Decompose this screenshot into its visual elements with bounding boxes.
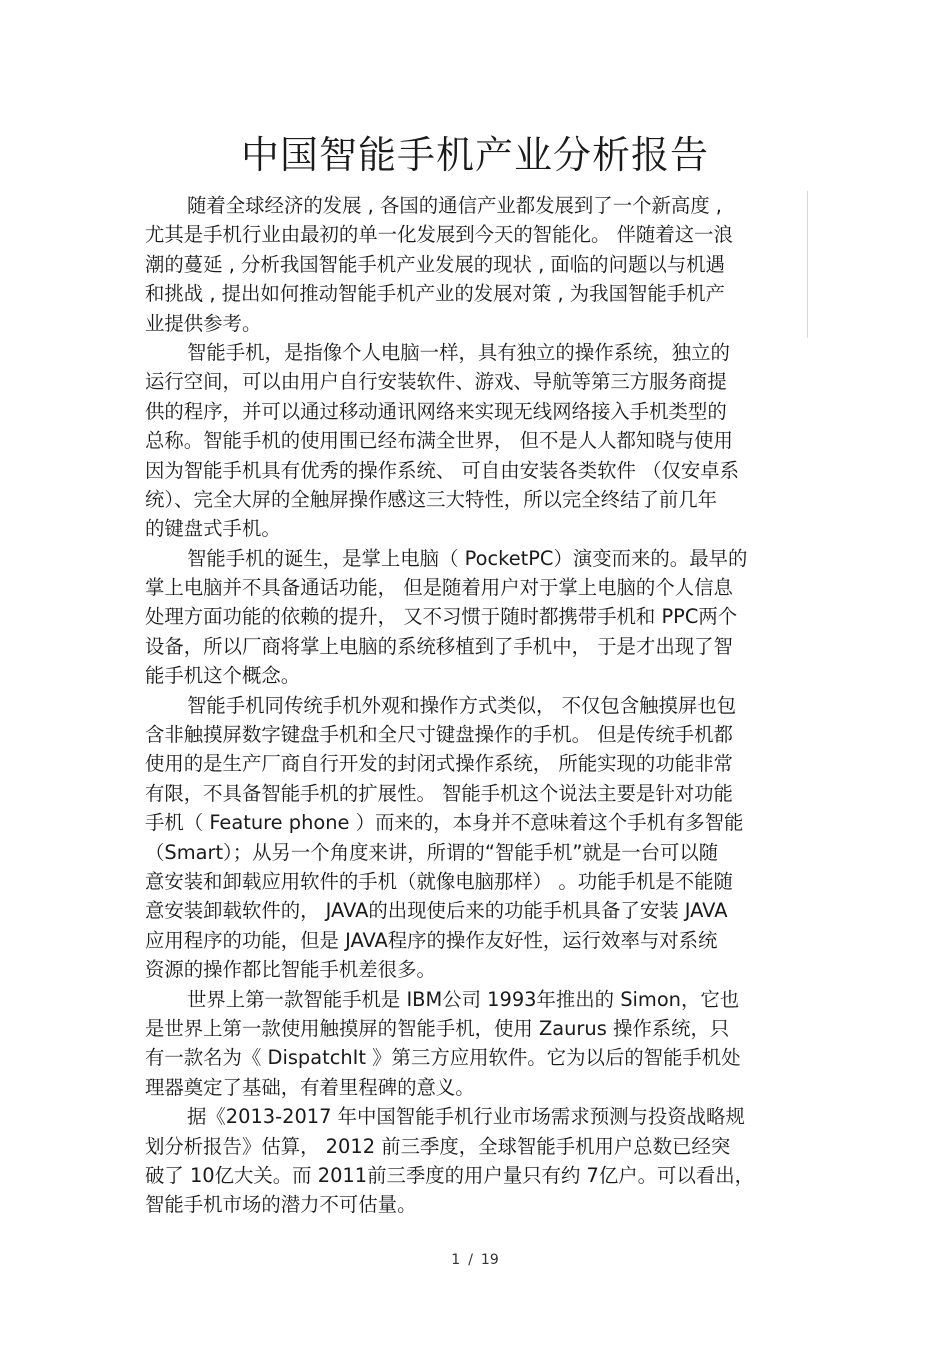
paragraph-line: 有限，不具备智能手机的扩展性。 智能手机这个说法主要是针对功能 [145, 781, 733, 805]
paragraph-comparison [145, 691, 811, 985]
paragraph-line: 使用的是生产厂商自行开发的封闭式操作系统， 所能实现的功能非常 [145, 752, 733, 776]
paragraph-line: 设备，所以厂商将掌上电脑的系统移植到了手机中， 于是才出现了智 [145, 634, 733, 658]
paragraph-line: 应用程序的功能，但是 JAVA程序的操作友好性，运行效率与对系统 [145, 928, 718, 952]
paragraph-line: 能手机这个概念。 [145, 664, 301, 688]
document-body [145, 191, 811, 1220]
paragraph-line: 划分析报告》估算， 2012 前三季度，全球智能手机用户总数已经突 [145, 1134, 731, 1158]
paragraph-history [145, 985, 811, 1103]
paragraph-line: 处理方面功能的依赖的提升， 又不习惯于随时都携带手机和 PPC两个 [145, 605, 738, 629]
page-separator: / [468, 1252, 473, 1268]
paragraph-line: 资源的操作都比智能手机差很多。 [145, 958, 436, 982]
paragraph-line: 总称。智能手机的使用围已经布满全世界， 但不是人人都知晓与使用 [145, 429, 733, 453]
paragraph-line: 供的程序，并可以通过移动通讯网络来实现无线网络接入手机类型的 [145, 399, 727, 423]
abstract-block [145, 191, 811, 338]
paragraph-line: 随着全球经济的发展 , 各国的通信产业都发展到了一个新高度 , [187, 194, 722, 217]
paragraph-line: 智能手机的诞生，是掌上电脑（ PocketPC）演变而来的。最早的 [187, 546, 748, 570]
paragraph-definition [145, 338, 811, 544]
paragraph-line: 据《2013-2017 年中国智能手机行业市场需求预测与投资战略规 [187, 1105, 745, 1129]
paragraph-line: 业提供参考。 [145, 311, 262, 335]
paragraph-line: 是世界上第一款使用触摸屏的智能手机，使用 Zaurus 操作系统，只 [145, 1016, 730, 1040]
paragraph-line: 运行空间，可以由用户自行安装软件、游戏、导航等第三方服务商提 [145, 370, 727, 394]
paragraph-line: 智能手机同传统手机外观和操作方式类似， 不仅包含触摸屏也包 [187, 693, 737, 717]
paragraph-line: 有一款名为《 DispatchIt 》第三方应用软件。它为以后的智能手机处 [145, 1046, 741, 1070]
paragraph-line: 意安装和卸载应用软件的手机（就像电脑那样） 。功能手机是不能随 [145, 869, 733, 893]
paragraph-line: 手机（ Feature phone ）而来的，本身并不意味着这个手机有多智能 [145, 811, 744, 835]
paragraph-line: 统）、完全大屏的全触屏操作感这三大特性，所以完全终结了前几年 [145, 487, 718, 511]
paragraph-line: 因为智能手机具有优秀的操作系统、 可自由安装各类软件 （仅安卓系 [145, 458, 740, 482]
paragraph-line: 掌上电脑并不具备通话功能， 但是随着用户对于掌上电脑的个人信息 [145, 576, 733, 600]
paragraph-line: 破了 10亿大关。而 2011前三季度的用户量只有约 7亿户。可以看出， [145, 1163, 755, 1187]
paragraph-line: 理器奠定了基础，有着里程碑的意义。 [145, 1075, 475, 1099]
page-number [0, 1250, 950, 1270]
paragraph-line: 和挑战 , 提出如何推动智能手机产业的发展对策 , 为我国智能手机产 [145, 282, 725, 306]
document-title: 中国智能手机产业分析报告 [240, 133, 709, 177]
paragraph-line: 潮的蔓延 , 分析我国智能手机产业发展的现状 , 面临的问题以与机遇 [145, 252, 725, 276]
paragraph-origin [145, 544, 811, 691]
paragraph-line: （Smart）；从另一个角度来讲，所谓的“智能手机”就是一台可以随 [145, 840, 719, 864]
paragraph-line: 智能手机市场的潜力不可估量。 [145, 1193, 417, 1217]
paragraph-line: 尤其是手机行业由最初的单一化发展到今天的智能化。 伴随着这一浪 [145, 223, 733, 247]
page-current: 1 [451, 1252, 461, 1268]
paragraph-line: 智能手机，是指像个人电脑一样，具有独立的操作系统，独立的 [187, 340, 730, 364]
paragraph-line: 的键盘式手机。 [145, 517, 281, 541]
paragraph-line: 世界上第一款智能手机是 IBM公司 1993年推出的 Simon，它也 [187, 987, 740, 1011]
paragraph-abstract [145, 191, 811, 338]
paragraph-line: 含非触摸屏数字键盘手机和全尺寸键盘操作的手机。 但是传统手机都 [145, 723, 733, 747]
paragraph-line: 意安装卸载软件的， JAVA的出现使后来的功能手机具备了安装 JAVA [145, 899, 728, 923]
page-total: 19 [480, 1252, 499, 1268]
paragraph-market [145, 1102, 811, 1220]
